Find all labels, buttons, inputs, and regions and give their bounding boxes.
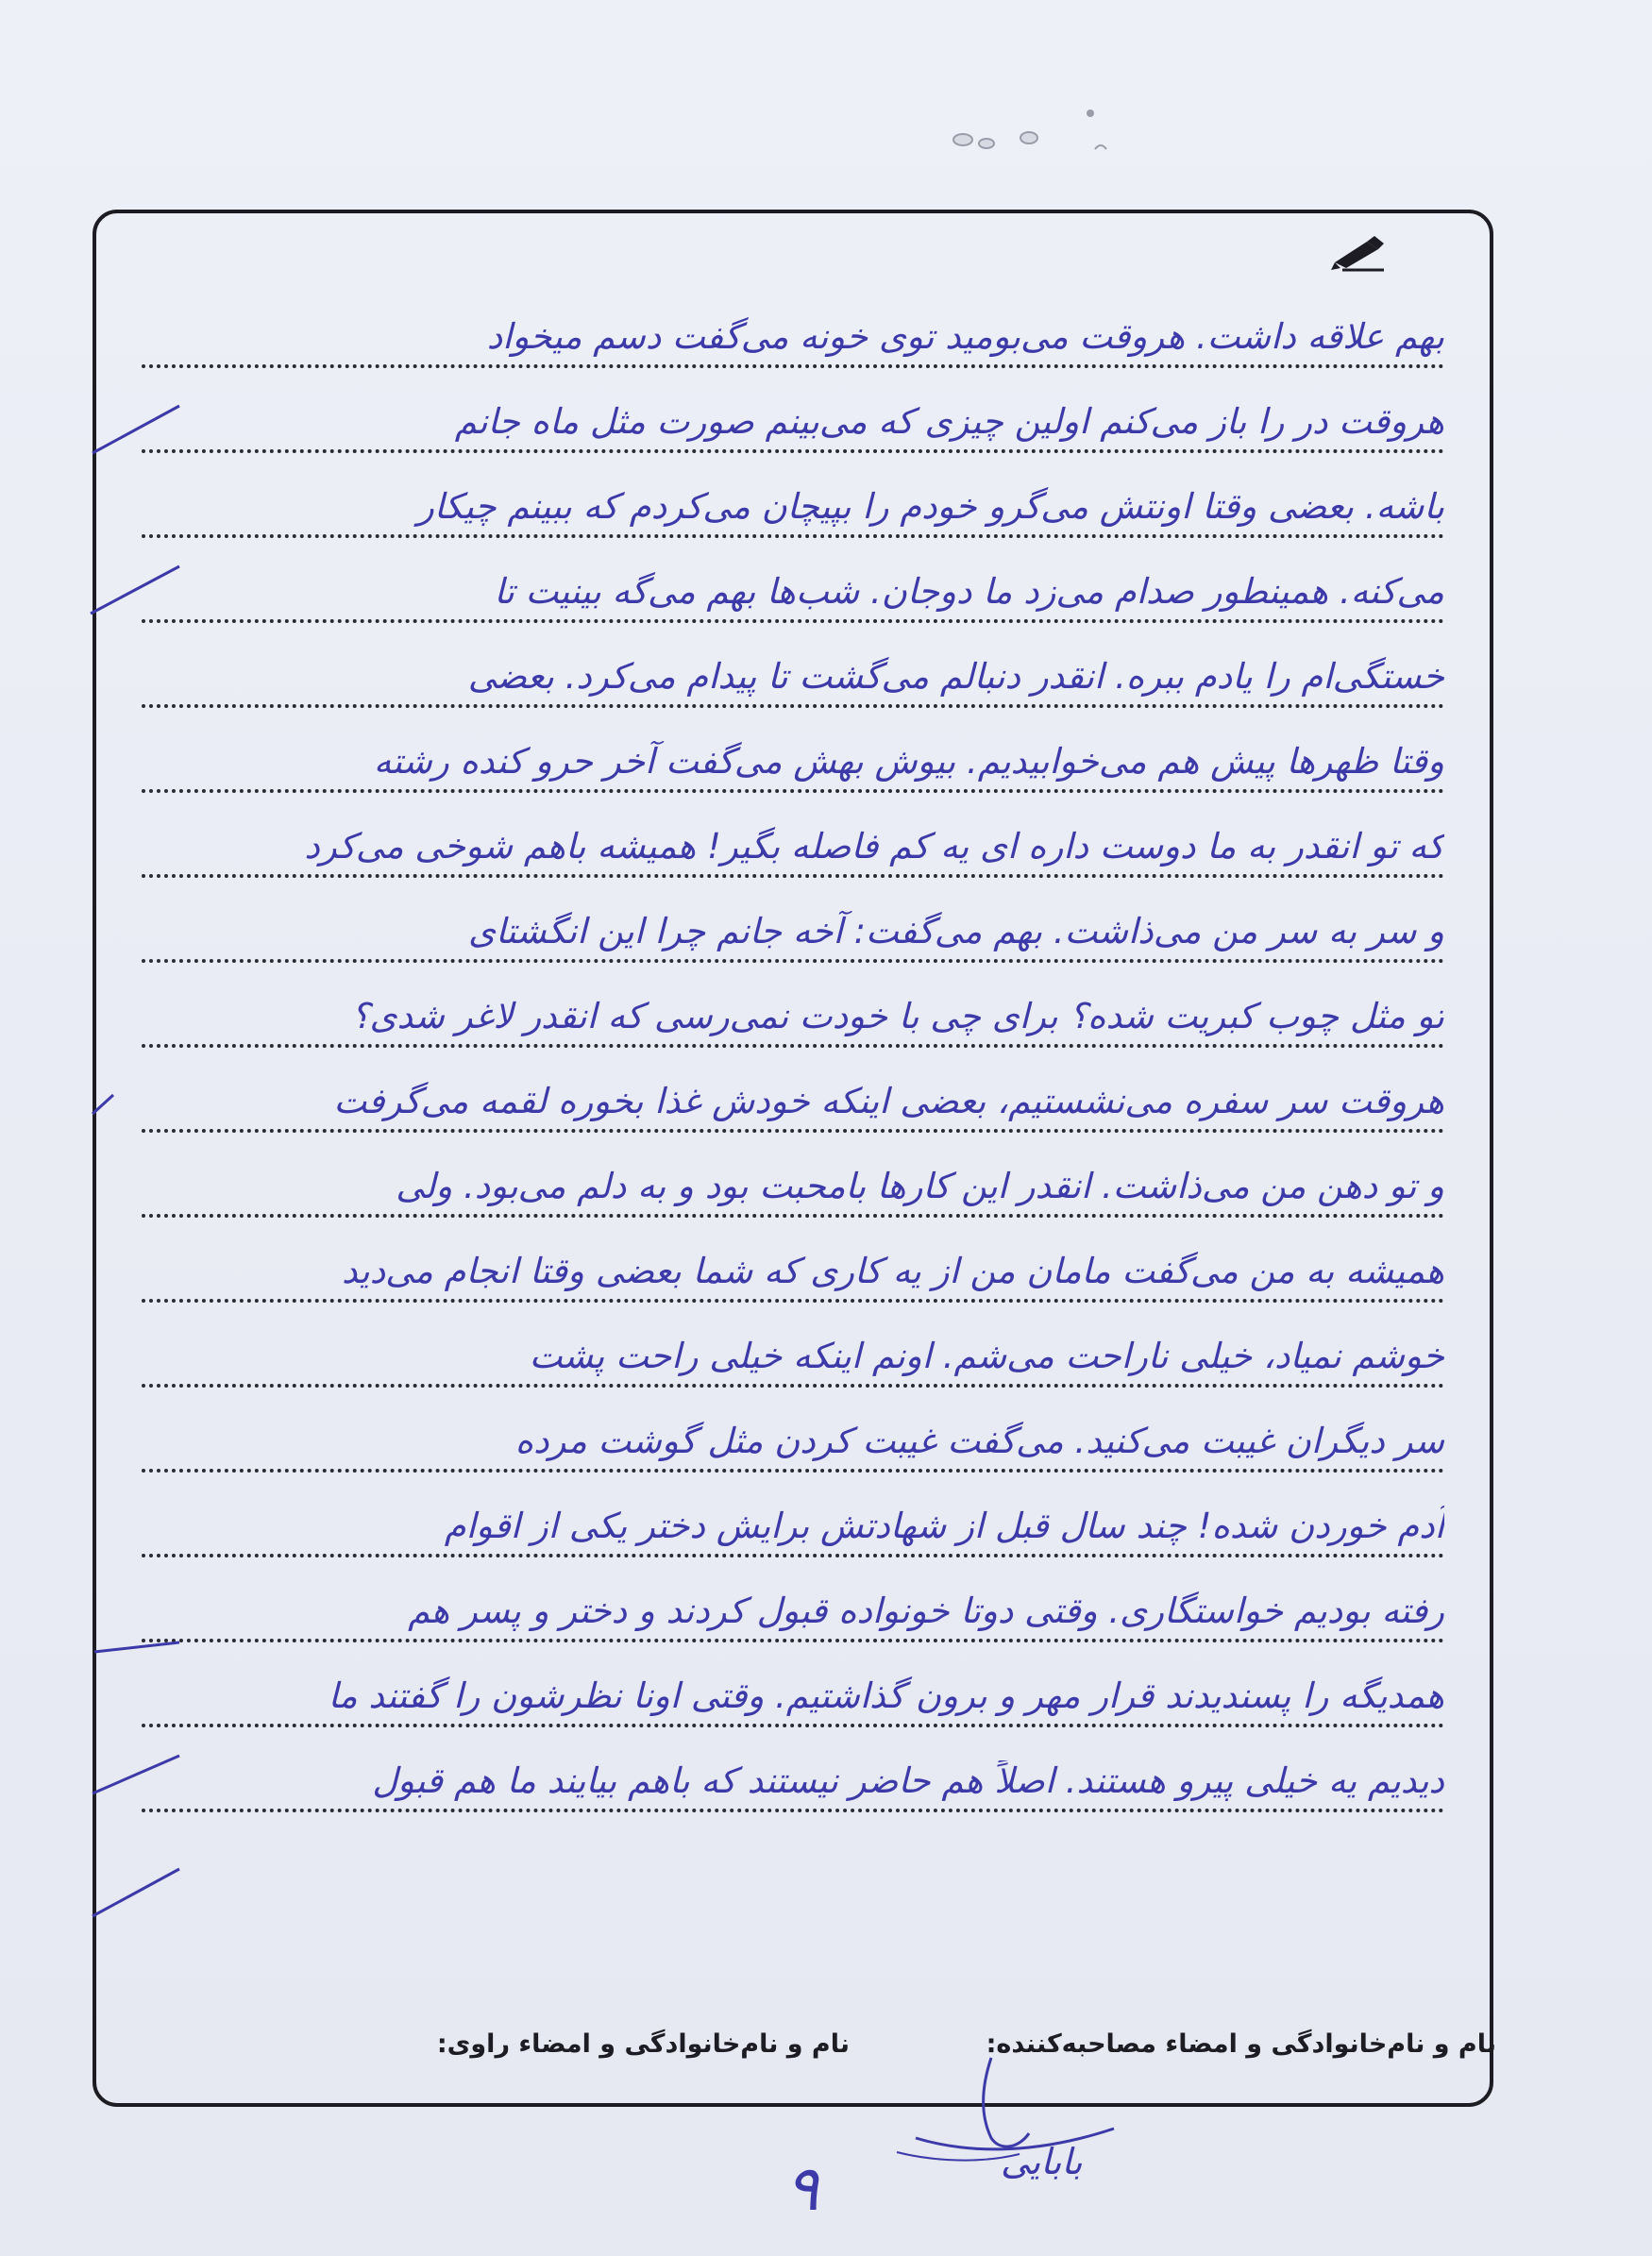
- line-text: همدیگه را پسندیدند قرار مهر و برون گذاشتیم. وقتی اونا نظرشون را گفتند ما: [328, 1675, 1444, 1716]
- text-line: [142, 1473, 1444, 1557]
- line-text: که تو انقدر به ما دوست داره ای یه کم فاصله بگیر! همیشه باهم شوخی می‌کرد: [304, 826, 1444, 867]
- text-line: [142, 368, 1444, 453]
- text-line: [142, 1727, 1444, 1812]
- text-line: [142, 1557, 1444, 1642]
- pen-icon: [1331, 234, 1388, 272]
- margin-strokes: [85, 396, 189, 2001]
- signature-name: بابایی: [1001, 2141, 1083, 2182]
- line-text: همیشه به من می‌گفت مامان من از یه کاری که شما بعضی وقتا انجام می‌دید: [341, 1251, 1444, 1291]
- line-text: می‌کنه. همینطور صدام می‌زد ما دوجان. شب‌ها بهم می‌گه بینیت تا: [494, 571, 1444, 612]
- paper-specks: [935, 104, 1152, 160]
- footer-signature-row: [142, 2029, 1501, 2086]
- text-line: [142, 1133, 1444, 1218]
- text-line: [142, 878, 1444, 963]
- line-text: بهم علاقه داشت. هروقت می‌بومید توی خونه می‌گفت دسم میخواد: [486, 316, 1444, 357]
- line-text: دیدیم یه خیلی پیرو هستند. اصلاً هم حاضر نیستند که باهم بیایند ما هم قبول: [372, 1760, 1444, 1801]
- line-text: باشه. بعضی وقتا اونتش می‌گرو خودم را بپیچان می‌کردم که ببینم چیکار: [417, 486, 1444, 527]
- text-line: [142, 793, 1444, 878]
- text-line: [142, 538, 1444, 623]
- line-text: خوشم نمیاد، خیلی ناراحت می‌شم. اونم اینکه خیلی راحت پشت: [529, 1336, 1444, 1376]
- line-text: هروقت سر سفره می‌نشستیم، بعضی اینکه خودش غذا بخوره لقمه می‌گرفت: [333, 1081, 1444, 1121]
- line-text: هروقت در را باز می‌کنم اولین چیزی که می‌بینم صورت مثل ماه جانم: [454, 401, 1444, 442]
- line-text: و تو دهن من می‌ذاشت. انقدر این کارها بامحبت بود و به دلم می‌بود. ولی: [396, 1166, 1444, 1206]
- text-line: [142, 963, 1444, 1048]
- text-line: [142, 1388, 1444, 1473]
- text-line: [142, 623, 1444, 708]
- line-text: آدم خوردن شده! چند سال قبل از شهادتش برایش دختر یکی از اقوام: [444, 1506, 1444, 1546]
- line-text: رفته بودیم خواستگاری. وقتی دوتا خونواده قبول کردند و دختر و پسر هم: [408, 1591, 1444, 1631]
- text-line: [142, 283, 1444, 368]
- page-number: ٩: [785, 2152, 819, 2225]
- text-line: [142, 1303, 1444, 1388]
- text-line: [142, 1048, 1444, 1133]
- text-line: [142, 1642, 1444, 1727]
- narrator-signature-label: نام و نام‌خانوادگی و امضاء راوی:: [436, 2029, 850, 2059]
- interviewer-signature-label: نام و نام‌خانوادگی و امضاء مصاحبه‌کننده:: [986, 2029, 1496, 2059]
- text-line: [142, 1218, 1444, 1303]
- line-text: سر دیگران غیبت می‌کنید. می‌گفت غیبت کردن مثل گوشت مرده: [514, 1421, 1444, 1461]
- line-text: خستگی‌ام را یادم ببره. انقدر دنبالم می‌گشت تا پیدام می‌کرد. بعضی: [467, 656, 1444, 697]
- text-line: [142, 453, 1444, 538]
- line-text: وقتا ظهرها پیش هم می‌خوابیدیم. بیوش بهش می‌گفت آخر حرو کنده رشته: [373, 741, 1444, 782]
- line-text: و سر به سر من می‌ذاشت. بهم می‌گفت: آخه جانم چرا این انگشتای: [467, 911, 1444, 951]
- line-text: تو مثل چوب کبریت شده؟ برای چی با خودت نمی‌رسی که انقدر لاغر شدی؟: [350, 996, 1444, 1036]
- handwritten-text-area: [142, 283, 1444, 1812]
- text-line: [142, 708, 1444, 793]
